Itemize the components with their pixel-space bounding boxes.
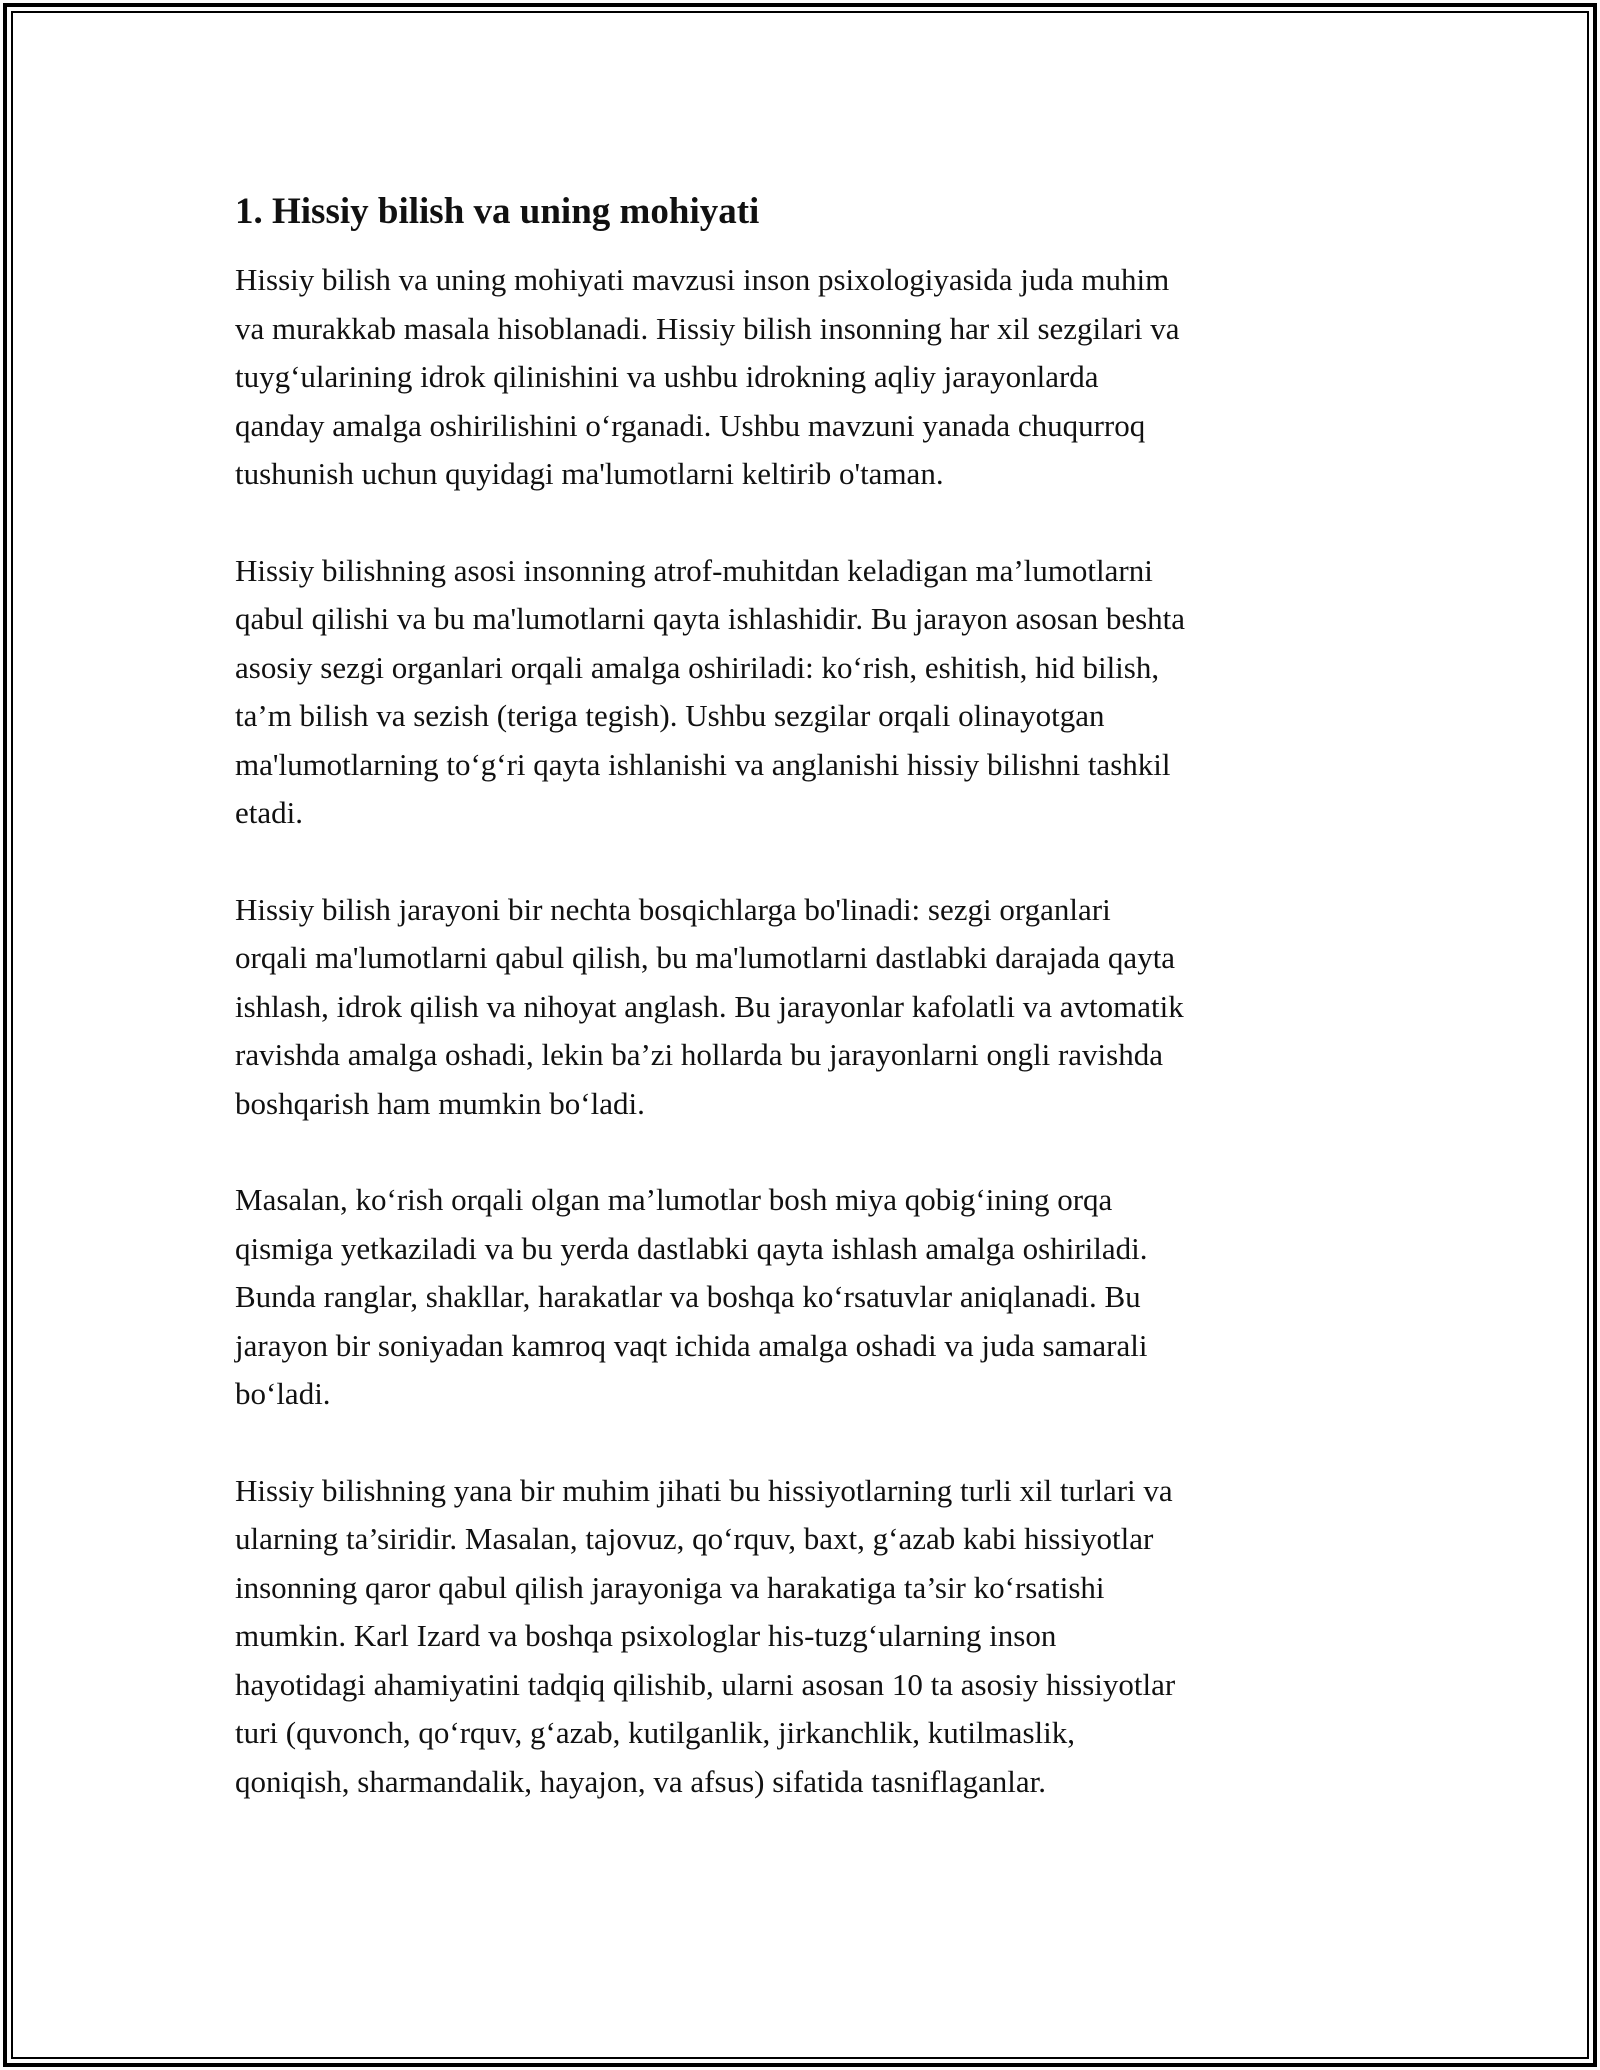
paragraph-5: Hissiy bilishning yana bir muhim jihati bu hissiyotlarning turli xil turlari va ularning ta’siridir. Masalan, tajovuz, qo‘rquv, baxt, g‘azab kabi hissiyotlar insonning qaror qabul qilish jarayoniga va harakatiga ta’sir ko‘rsatishi mumkin. Karl Izard va boshqa psixologlar his-tuzg‘ularning inson hayotidagi ahamiyatini tadqiq qilishib, ularni asosan 10 ta asosiy hissiyotlar turi (quvonch, qo‘rquv, g‘azab, kutilganlik, jirkanchlik, kutilmaslik, qoniqish, sharmandalik, hayajon, va afsus) sifatida tasniflaganlar. [235,1472,1176,1799]
section-heading: 1. Hissiy bilish va uning mohiyati [235,191,760,232]
paragraph-1: Hissiy bilish va uning mohiyati mavzusi inson psixologiyasida juda muhim va murakkab masala hisoblanadi. Hissiy bilish insonning har xil sezgilari va tuyg‘ularining idrok qilinishini va ushbu idrokning aqliy jarayonlarda qanday amalga oshirilishini o‘rganadi. Ushbu mavzuni yanada chuqurroq tushunish uchun quyidagi ma'lumotlarni keltirib o'taman. [235,262,1180,491]
paragraph-2: Hissiy bilishning asosi insonning atrof-muhitdan keladigan ma’lumotlarni qabul qilishi va bu ma'lumotlarni qayta ishlashidir. Bu jarayon asosan beshta asosiy sezgi organlari orqali amalga oshiriladi: ko‘rish, eshitish, hid bilish, ta’m bilish va sezish (teriga tegish). Ushbu sezgilar orqali olinayotgan ma'lumotlarning to‘g‘ri qayta ishlanishi va anglanishi hissiy bilishni tashkil etadi. [235,552,1186,830]
paragraph-4: Masalan, ko‘rish orqali olgan ma’lumotlar bosh miya qobig‘ining orqa qismiga yetkaziladi va bu yerda dastlabki qayta ishlash amalga oshiriladi. Bunda ranglar, shakllar, harakatlar va boshqa ko‘rsatuvlar aniqlanadi. Bu jarayon bir soniyadan kamroq vaqt ichida amalga oshadi va juda samarali bo‘ladi. [235,1182,1148,1411]
document-body [235,186,1380,1854]
paragraph-3: Hissiy bilish jarayoni bir nechta bosqichlarga bo'linadi: sezgi organlari orqali ma'lumotlarni qabul qilish, bu ma'lumotlarni dastlabki darajada qayta ishlash, idrok qilish va nihoyat anglash. Bu jarayonlar kafolatli va avtomatik ravishda amalga oshadi, lekin ba’zi hollarda bu jarayonlarni ongli ravishda boshqarish ham mumkin bo‘ladi. [235,891,1184,1121]
